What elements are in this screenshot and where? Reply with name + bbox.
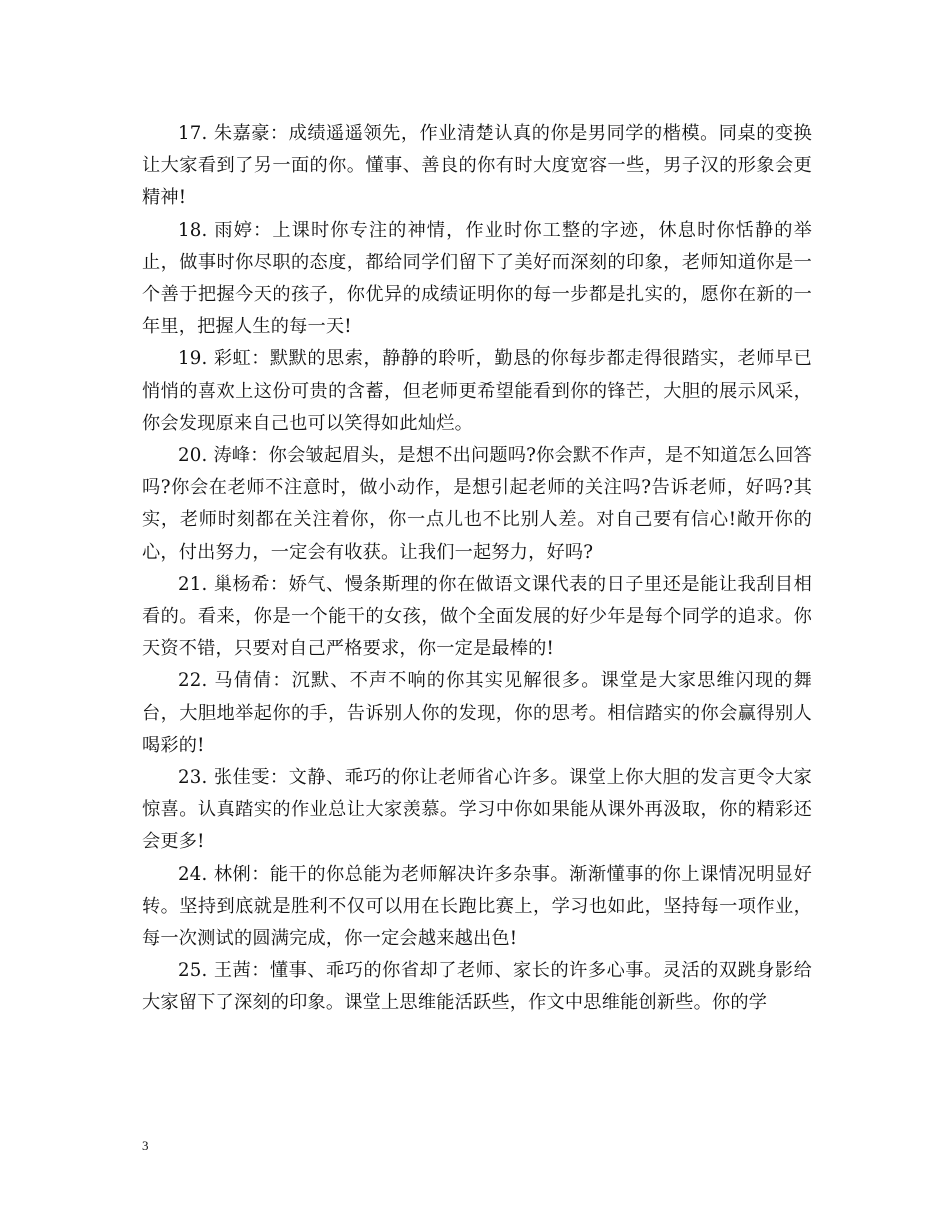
comment-paragraph-17: 17. 朱嘉豪：成绩遥遥领先，作业清楚认真的你是男同学的楷模。同桌的变换让大家看到了另一面的你。懂事、善良的你有时大度宽容一些，男子汉的形象会更精神! (142, 123, 812, 209)
comment-paragraph-24: 24. 林俐：能干的你总能为老师解决许多杂事。渐渐懂事的你上课情况明显好转。坚持到底就是胜利不仅可以用在长跑比赛上，学习也如此，坚持每一项作业，每一次测试的圆满完成，你一定会越来越出色! (142, 863, 812, 950)
comment-paragraph-18: 18. 雨婷：上课时你专注的神情，作业时你工整的字迹，休息时你恬静的举止，做事时你尽职的态度，都给同学们留下了美好而深刻的印象，老师知道你是一个善于把握今天的孩子，你优异的成绩证明你的每一步都是扎实的，愿你在新的一年里，把握人生的每一天! (142, 219, 812, 338)
page-number: 3 (142, 1138, 149, 1153)
comment-paragraph-20: 20. 涛峰：你会皱起眉头，是想不出问题吗?你会默不作声，是不知道怎么回答吗?你会在老师不注意时，做小动作，是想引起老师的关注吗?告诉老师，好吗?其实，老师时刻都在关注着你，你一点儿也不比别人差。对自己要有信心!敞开你的心，付出努力，一定会有收获。让我们一起努力，好吗? (142, 445, 812, 563)
document-body (142, 118, 812, 1020)
comment-paragraph-23: 23. 张佳雯：文静、乖巧的你让老师省心许多。课堂上你大胆的发言更令大家惊喜。认真踏实的作业总让大家羡慕。学习中你如果能从课外再汲取，你的精彩还会更多! (142, 767, 812, 853)
comment-paragraph-21: 21. 巢杨希：娇气、慢条斯理的你在做语文课代表的日子里还是能让我刮目相看的。看来，你是一个能干的女孩，做个全面发展的好少年是每个同学的追求。你天资不错，只要对自己严格要求，你一定是最棒的! (142, 573, 812, 660)
comment-paragraph-22: 22. 马倩倩：沉默、不声不响的你其实见解很多。课堂是大家思维闪现的舞台，大胆地举起你的手，告诉别人你的发现，你的思考。相信踏实的你会赢得别人喝彩的! (142, 670, 812, 756)
comment-paragraph-19: 19. 彩虹：默默的思索，静静的聆听，勤恳的你每步都走得很踏实，老师早已悄悄的喜欢上这份可贵的含蓄，但老师更希望能看到你的锋芒，大胆的展示风采，你会发现原来自己也可以笑得如此灿烂。 (142, 348, 812, 434)
comment-paragraph-25: 25. 王茜：懂事、乖巧的你省却了老师、家长的许多心事。灵活的双跳身影给大家留下了深刻的印象。课堂上思维能活跃些，作文中思维能创新些。你的学 (142, 960, 812, 1014)
